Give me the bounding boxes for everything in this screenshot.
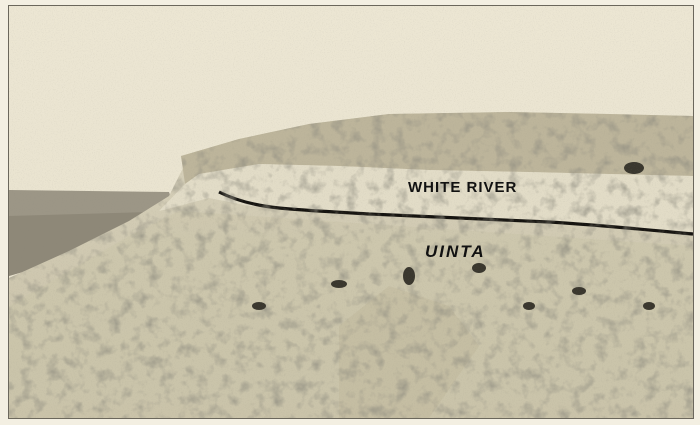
film-grain bbox=[9, 6, 693, 418]
uinta-label: UINTA bbox=[425, 242, 486, 261]
photograph-plate bbox=[9, 6, 693, 418]
photo-canvas bbox=[9, 6, 693, 418]
white-river-label: WHITE RIVER bbox=[408, 179, 518, 196]
